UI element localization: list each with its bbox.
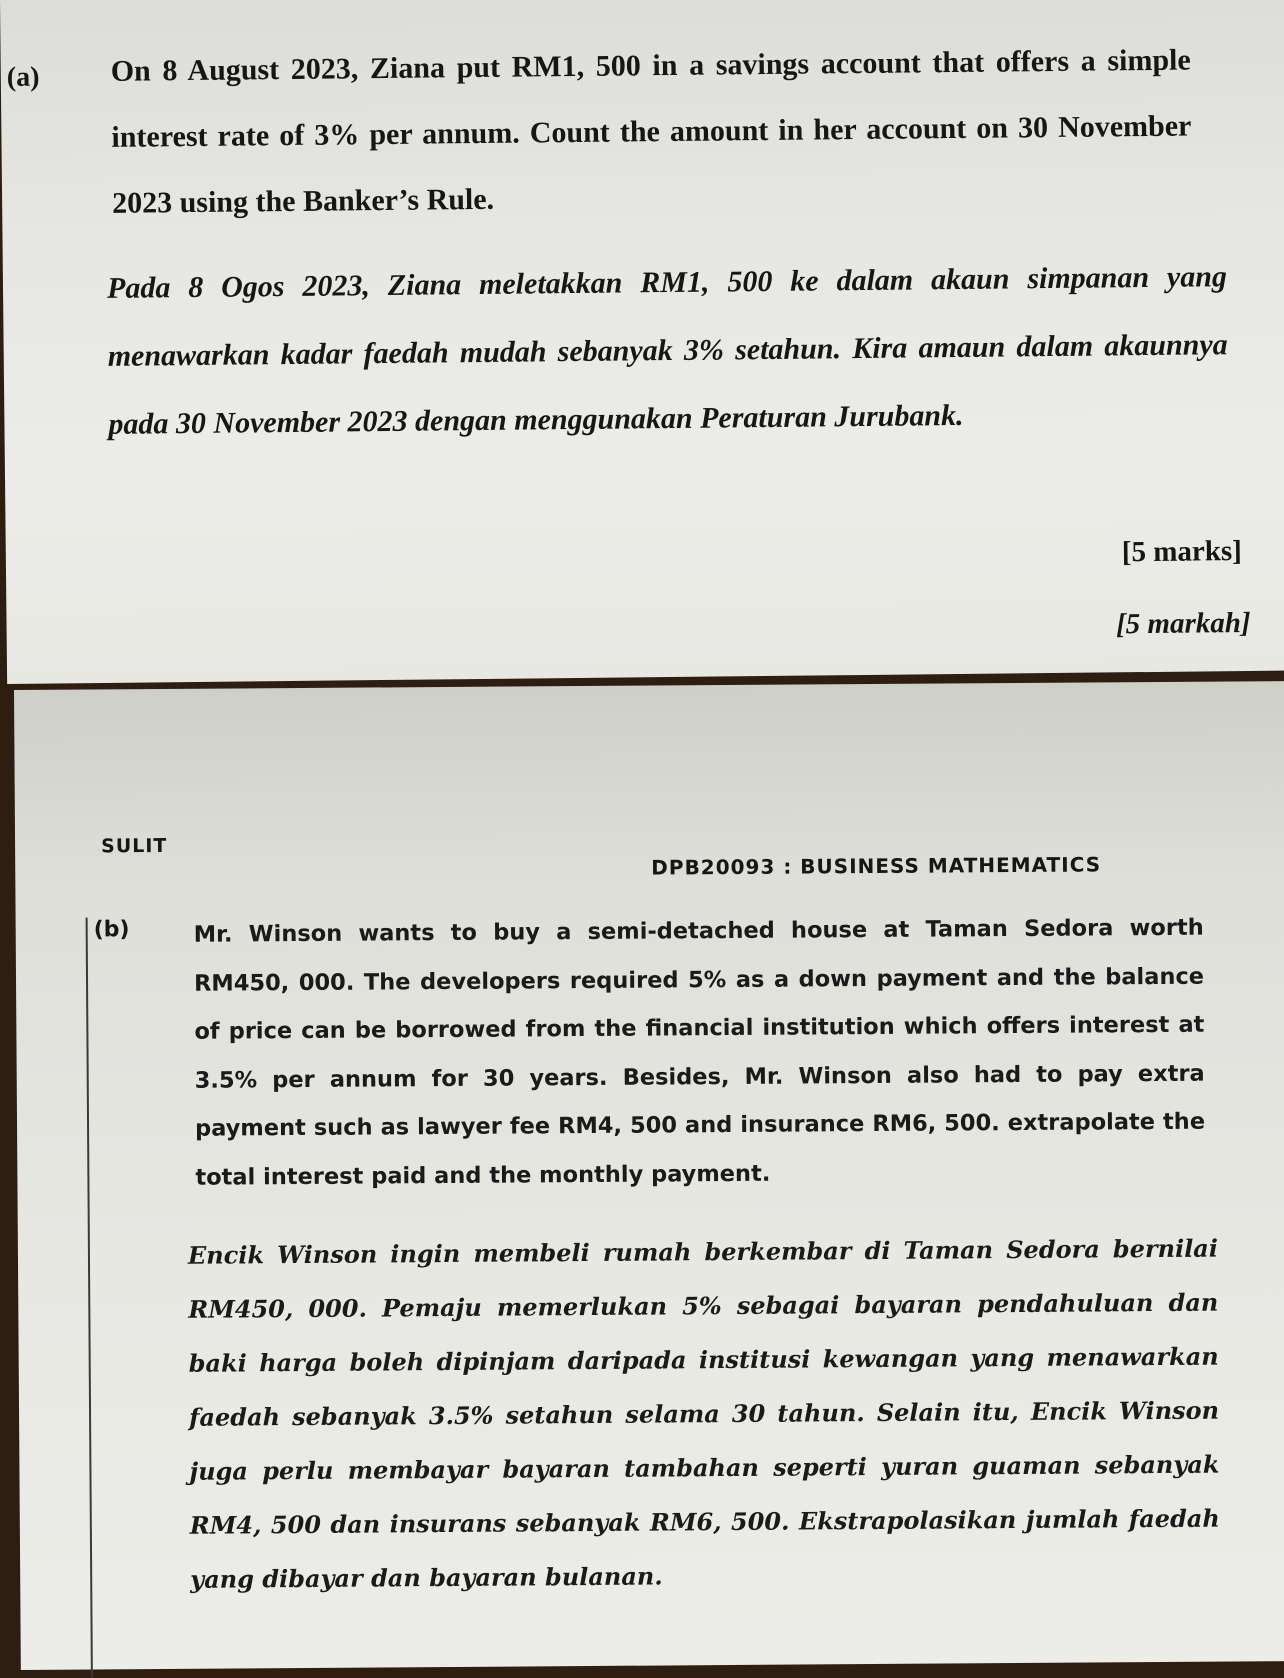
- question-b-malay: Encik Winson ingin membeli rumah berkembar di Taman Sedora bernilai RM450, 000. Pemaju memerlukan 5% sebagai bayaran pendahuluan dan baki harga boleh dipinjam daripada institusi kewangan yang menawarkan faedah sebanyak 3.5% setahun selama 30 tahun. Selain itu, Encik Winson juga perlu membayar bayaran tambahan seperti yuran guaman sebanyak RM4, 500 dan insurans sebanyak RM6, 500. Ekstrapolasikan jumlah faedah yang dibayar dan bayaran bulanan.: [187, 1233, 1220, 1594]
- course-title: DPB20093 : BUSINESS MATHEMATICS: [651, 852, 1102, 880]
- upper-exam-sheet: [0, 0, 1284, 684]
- classification-label: SULIT: [101, 834, 168, 858]
- question-a-malay: Pada 8 Ogos 2023, Ziana meletakkan RM1, 500 ke dalam akaun simpanan yang menawarkan kadar faedah mudah sebanyak 3% setahun. Kira amaun dalam akaunnya pada 30 November 2023 dengan menggunakan Peraturan Jurubank.: [106, 260, 1228, 441]
- question-a-markah: [5 markah]: [1115, 606, 1251, 641]
- margin-line: [86, 917, 93, 1677]
- question-a-marks: [5 marks]: [1121, 535, 1243, 569]
- question-b-english: Mr. Winson wants to buy a semi-detached house at Taman Sedora worth RM450, 000. The developers required 5% as a down payment and the balance of price can be borrowed from the financial institution which offers interest at 3.5% per annum for 30 years. Besides, Mr. Winson also had to pay extra payment such as lawyer fee RM4, 500 and insurance RM6, 500. extrapolate the total interest paid and the monthly payment.: [193, 914, 1206, 1191]
- lower-exam-sheet: [14, 681, 1284, 1670]
- question-a-label: (a): [6, 61, 40, 93]
- question-a-english: On 8 August 2023, Ziana put RM1, 500 in a savings account that offers a simple interest rate of 3% per annum. Count the amount in her account on 30 November 2023 using the Banker’s Rule.: [110, 43, 1192, 220]
- question-b-label: (b): [93, 917, 130, 943]
